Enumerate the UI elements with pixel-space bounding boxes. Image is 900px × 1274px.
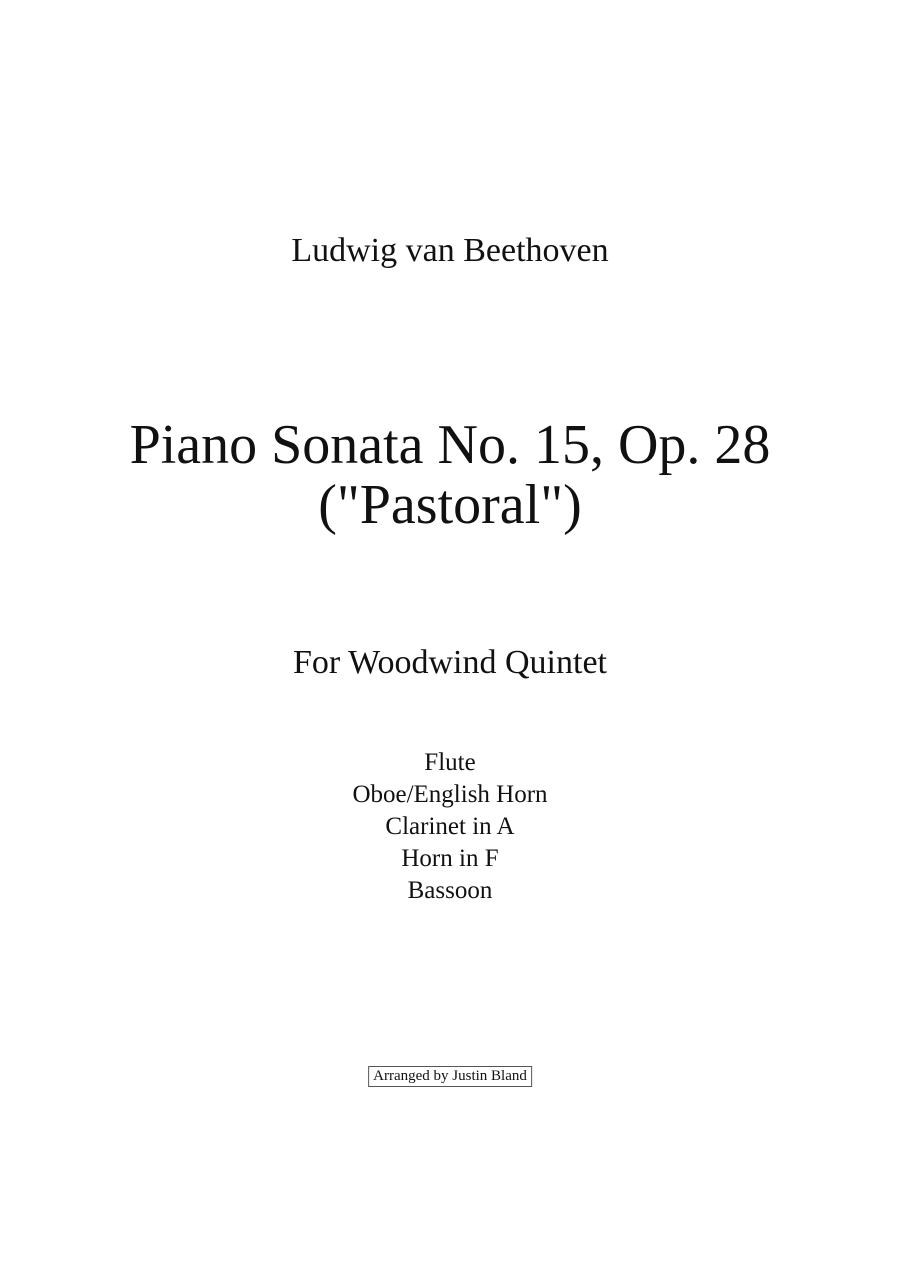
instrument-item-oboe-english-horn: Oboe/English Horn [352, 781, 548, 808]
work-title: Piano Sonata No. 15, Op. 28 [129, 414, 771, 476]
instrument-item-clarinet-in-a: Clarinet in A [385, 813, 515, 840]
work-subtitle: ("Pastoral") [318, 474, 582, 536]
instrument-list [0, 747, 900, 907]
arranger-credit: Arranged by Justin Bland [368, 1066, 532, 1087]
scoring-line: For Woodwind Quintet [293, 644, 607, 681]
instrument-item-bassoon: Bassoon [407, 877, 493, 904]
instrument-item-horn-in-f: Horn in F [401, 845, 499, 872]
instrument-item-flute: Flute [424, 749, 476, 776]
composer-name: Ludwig van Beethoven [291, 232, 609, 269]
